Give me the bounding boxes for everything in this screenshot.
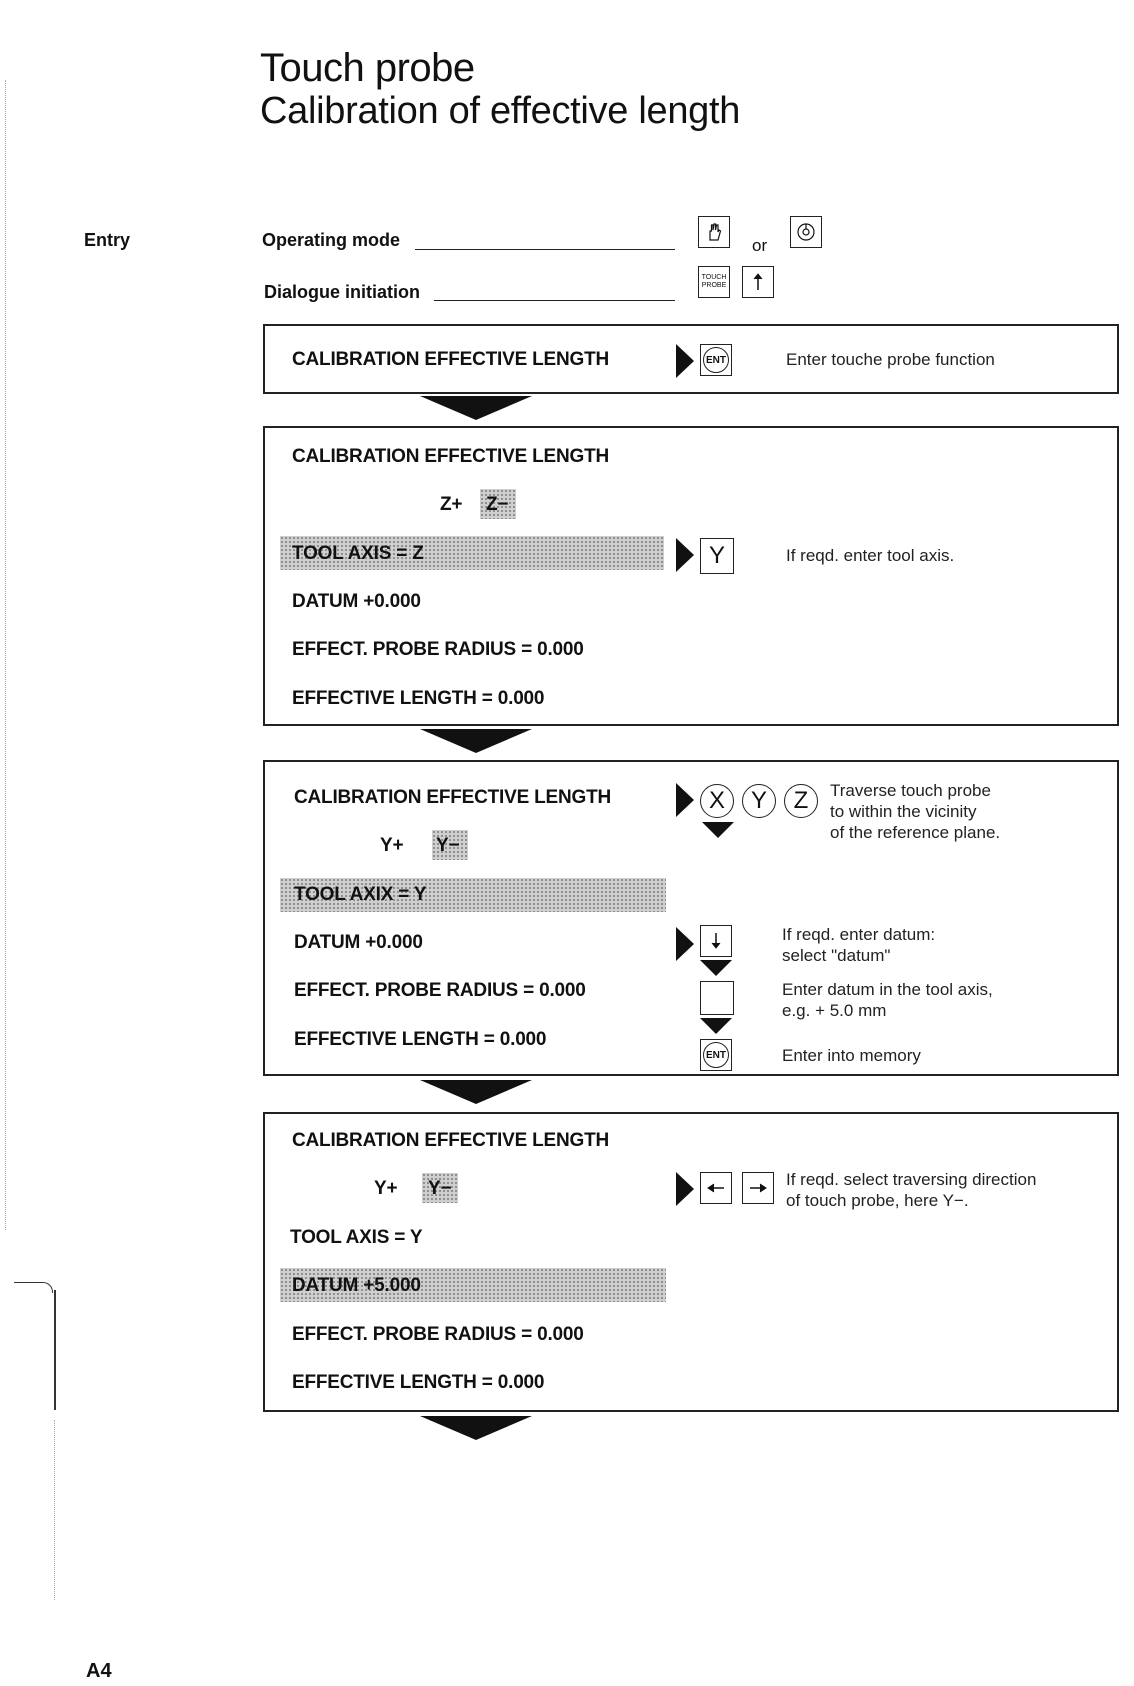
electronic-handwheel-key xyxy=(790,216,822,248)
manual-mode-key xyxy=(698,216,730,248)
entry-label: Entry xyxy=(84,230,131,250)
step4-effective-length: EFFECTIVE LENGTH = 0.000 xyxy=(292,1372,545,1393)
step4-tool-axis: TOOL AXIS = Y xyxy=(290,1227,423,1248)
step4-screen-box xyxy=(263,1112,1119,1412)
step3-dir-plus: Y+ xyxy=(380,835,404,856)
step4-datum: DATUM +5.000 xyxy=(292,1275,421,1296)
step3-note-traverse: Traverse touch probe to within the vicinity of the reference plane. xyxy=(830,781,1001,842)
step2-datum: DATUM +0.000 xyxy=(292,591,421,612)
axis-key-x: X xyxy=(700,784,734,818)
margin-dotted-rule xyxy=(5,80,6,1230)
step3-ent-key xyxy=(700,1039,732,1071)
step1-screen-title: CALIBRATION EFFECTIVE LENGTH xyxy=(292,349,610,370)
arrow-down-key xyxy=(700,925,732,957)
step1-note: Enter touche probe function xyxy=(786,350,995,369)
step3-screen-title: CALIBRATION EFFECTIVE LENGTH xyxy=(294,787,612,808)
operating-mode-label: Operating mode xyxy=(262,230,401,250)
step2-screen-title: CALIBRATION EFFECTIVE LENGTH xyxy=(292,446,610,467)
step2-note: If reqd. enter tool axis. xyxy=(786,546,955,565)
step2-play-icon xyxy=(676,538,694,572)
step3-play-icon xyxy=(676,783,694,817)
arrow-right-icon xyxy=(748,1181,768,1195)
step3-datum: DATUM +0.000 xyxy=(294,932,423,953)
margin-bracket-line xyxy=(54,1290,56,1410)
handwheel-icon xyxy=(795,221,817,243)
ent-icon: ENT xyxy=(703,347,729,373)
arrow-up-icon xyxy=(751,272,765,292)
page-subtitle: Calibration of effective length xyxy=(260,90,741,132)
hand-icon xyxy=(703,221,725,243)
step3-down-arrow-1 xyxy=(702,822,734,838)
touch-probe-key xyxy=(698,266,730,298)
step3-note-datum: If reqd. enter datum: select "datum" xyxy=(782,925,936,965)
step3-note-enter-datum: Enter datum in the tool axis, e.g. + 5.0 mm xyxy=(782,980,993,1020)
touch-probe-key-label: TOUCH PROBE xyxy=(701,274,727,289)
ent-icon: ENT xyxy=(703,1042,729,1068)
step1-ent-key xyxy=(700,344,732,376)
axis-key-y: Y xyxy=(742,784,776,818)
or-text: or xyxy=(752,236,768,255)
step4-probe-radius: EFFECT. PROBE RADIUS = 0.000 xyxy=(292,1324,584,1345)
step4-play-icon xyxy=(676,1172,694,1206)
dialogue-initiation-leader xyxy=(434,300,675,301)
step4-screen-title: CALIBRATION EFFECTIVE LENGTH xyxy=(292,1130,610,1151)
step3-down-arrow-3 xyxy=(700,1018,732,1034)
step3-dir-minus: Y− xyxy=(436,835,460,856)
axis-key-z: Z xyxy=(784,784,818,818)
step3-play-icon-2 xyxy=(676,927,694,961)
dialogue-initiation-label: Dialogue initiation xyxy=(264,282,420,302)
step2-dir-minus: Z− xyxy=(486,494,509,515)
arrow-down-icon xyxy=(709,931,723,951)
arrow-right-key xyxy=(742,1172,774,1204)
step2-effective-length: EFFECTIVE LENGTH = 0.000 xyxy=(292,688,545,709)
step2-tool-axis: TOOL AXIS = Z xyxy=(292,543,424,564)
step3-tool-axis: TOOL AXIX = Y xyxy=(294,884,427,905)
step3-down-arrow-2 xyxy=(700,960,732,976)
page-title: Touch probe xyxy=(260,46,475,90)
page-number: A4 xyxy=(86,1660,112,1682)
operating-mode-leader xyxy=(415,249,675,250)
step3-note-memory: Enter into memory xyxy=(782,1046,921,1065)
arrow-up-key xyxy=(742,266,774,298)
step4-dir-minus: Y− xyxy=(428,1178,452,1199)
arrow-left-icon xyxy=(706,1181,726,1195)
step2-y-key: Y xyxy=(700,538,734,574)
step2-screen-box xyxy=(263,426,1119,726)
step3-effective-length: EFFECTIVE LENGTH = 0.000 xyxy=(294,1029,547,1050)
margin-bracket-tick xyxy=(14,1282,53,1293)
flow-arrow-2 xyxy=(420,729,532,753)
arrow-left-key xyxy=(700,1172,732,1204)
step4-dir-plus: Y+ xyxy=(374,1178,398,1199)
step1-play-icon xyxy=(676,344,694,378)
flow-arrow-4 xyxy=(420,1416,532,1440)
step4-note: If reqd. select traversing direction of touch probe, here Y−. xyxy=(786,1170,1037,1210)
step2-dir-plus: Z+ xyxy=(440,494,463,515)
step3-probe-radius: EFFECT. PROBE RADIUS = 0.000 xyxy=(294,980,586,1001)
step2-probe-radius: EFFECT. PROBE RADIUS = 0.000 xyxy=(292,639,584,660)
numeric-entry-key xyxy=(700,981,734,1015)
margin-dotted-rule-lower xyxy=(54,1420,55,1600)
flow-arrow-1 xyxy=(420,396,532,420)
flow-arrow-3 xyxy=(420,1080,532,1104)
